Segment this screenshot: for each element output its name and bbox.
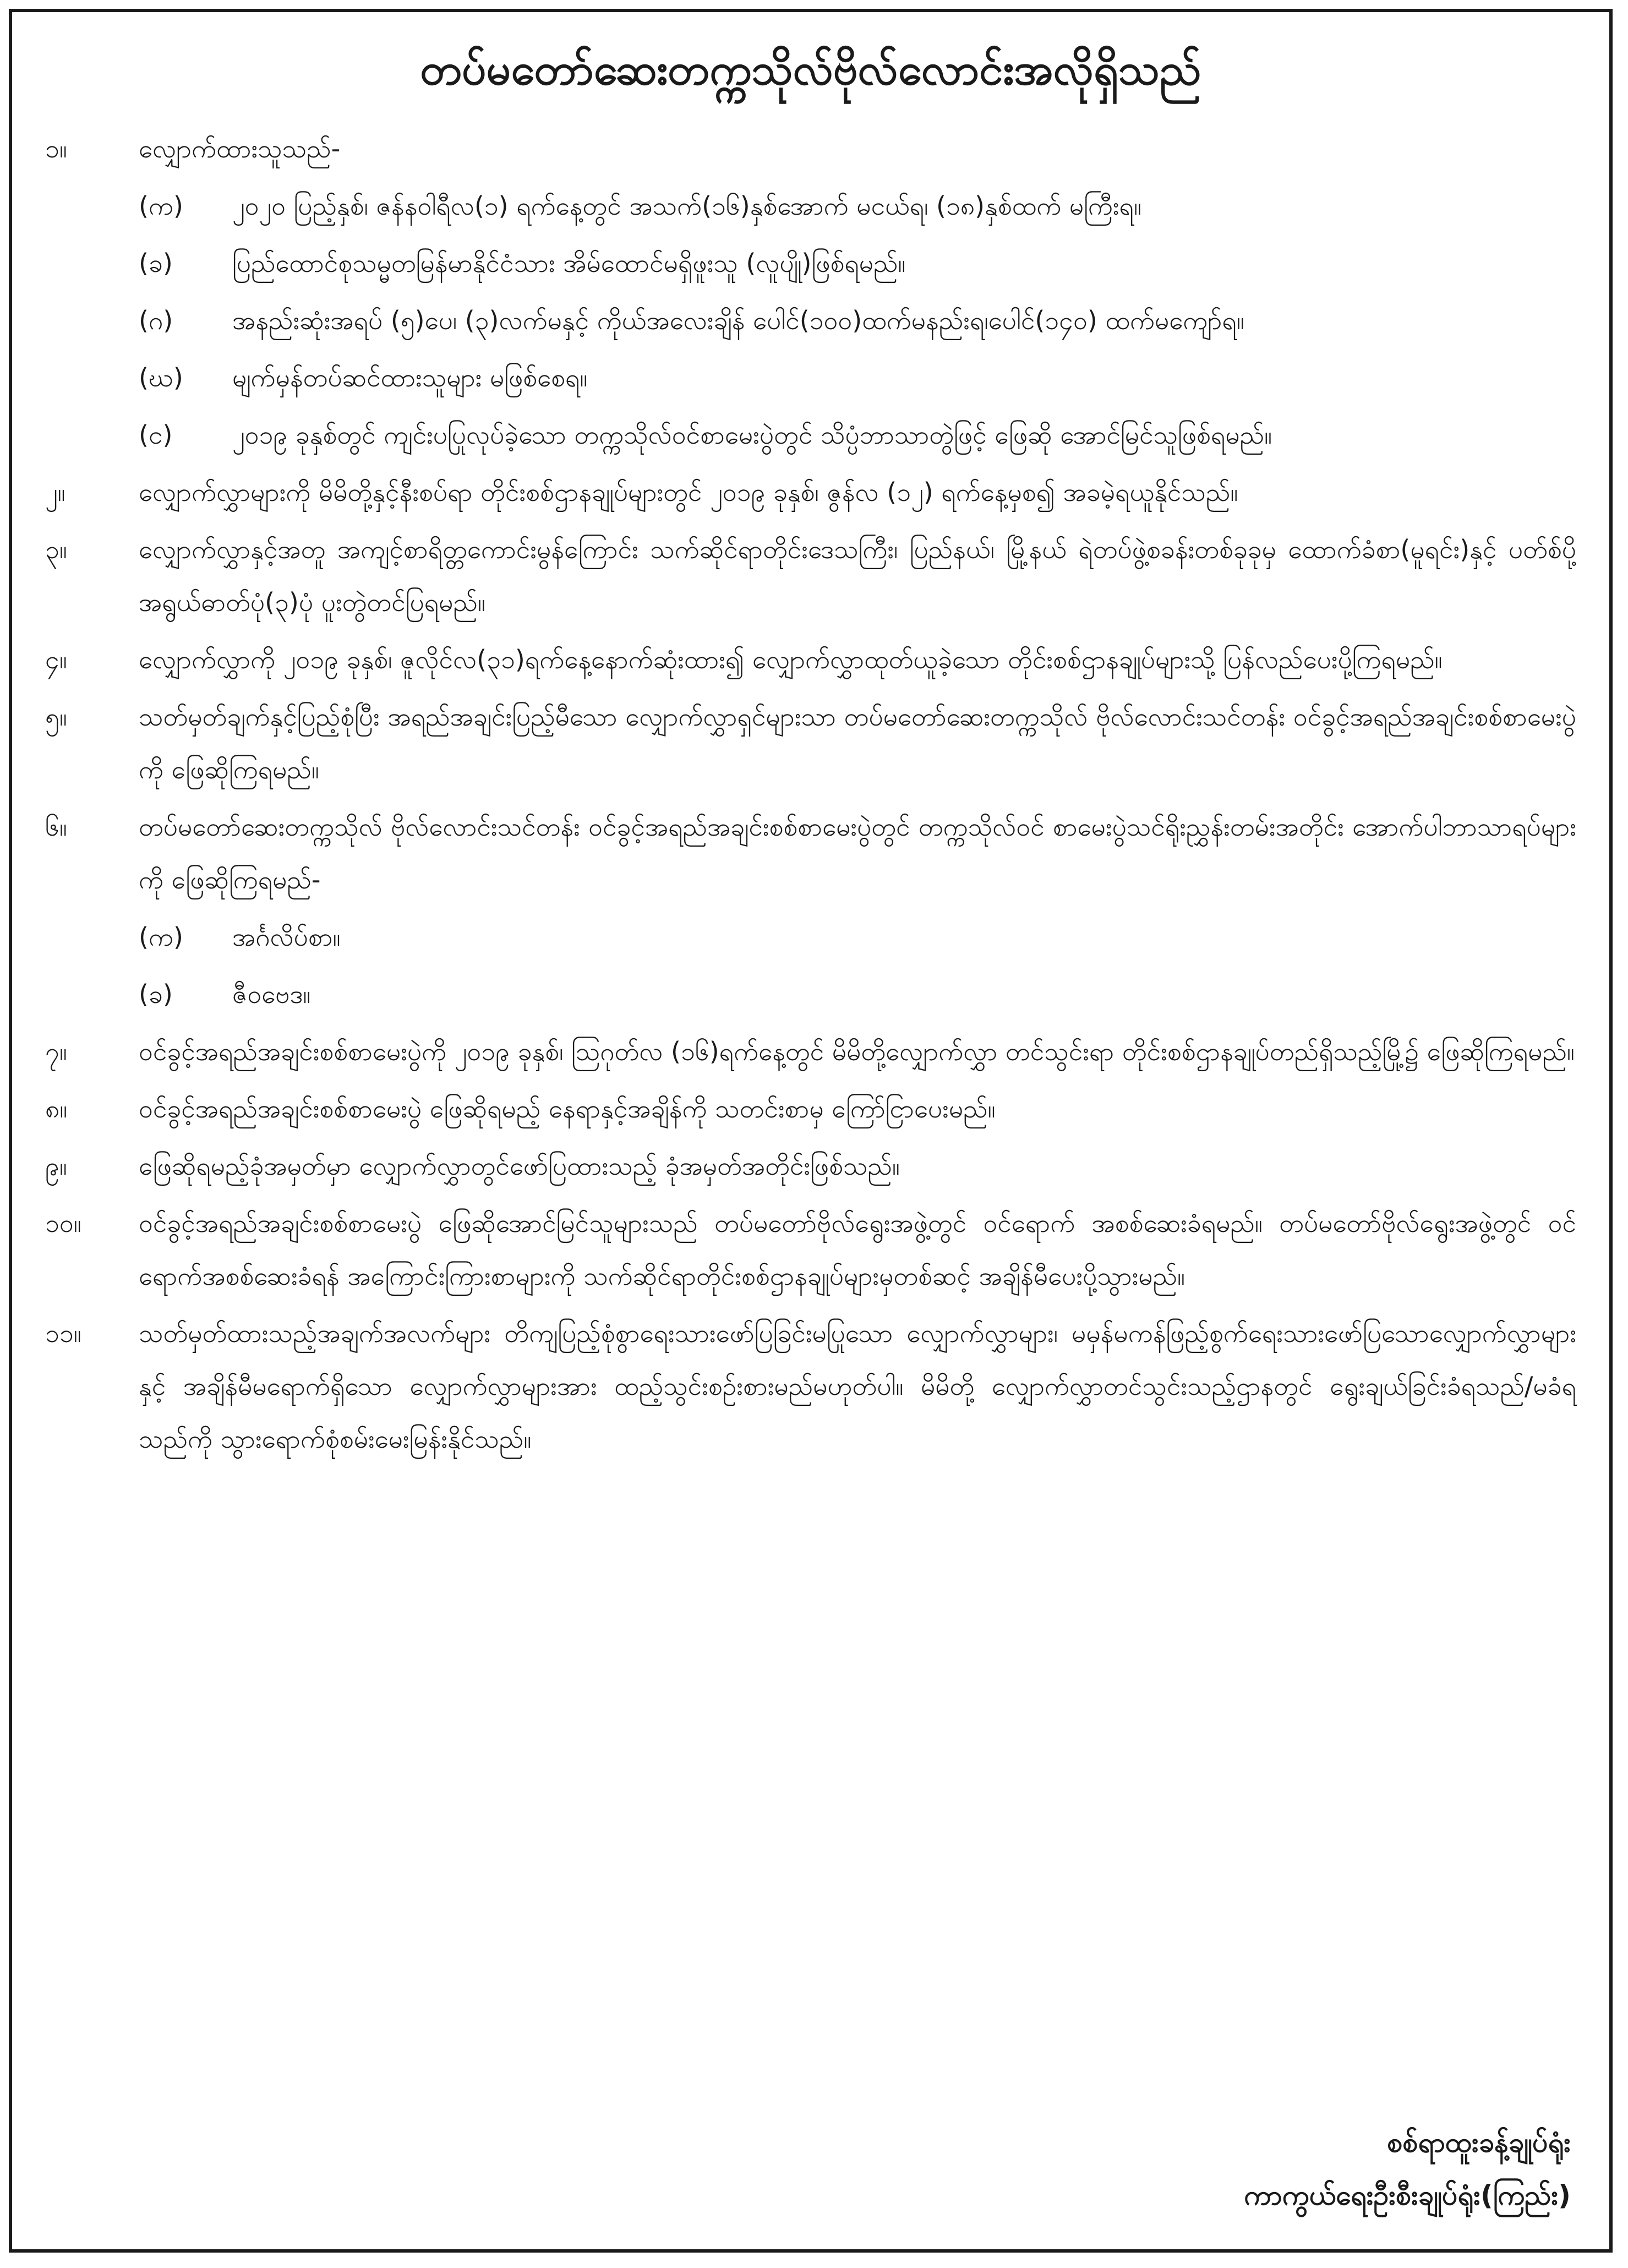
list-item bbox=[45, 466, 1576, 519]
item-number: ၁၀။ bbox=[45, 1208, 81, 1238]
item-number: (င) bbox=[139, 420, 173, 450]
list-item bbox=[45, 1197, 1576, 1302]
item-text: လျှောက်လွှာကို ၂၀၁၉ ခုနှစ်၊ ဇူလိုင်လ(၃၁)ရက်နေ့နောက်ဆုံးထား၍ လျှောက်လွှာထုတ်ယူခဲ့သော တိုင်းစစ်ဌာနချုပ်များသို့ ပြန်လည်ပေးပို့ကြရမည်။ bbox=[139, 645, 1443, 674]
list-item bbox=[45, 122, 1576, 175]
item-number: ၁၁။ bbox=[45, 1318, 81, 1348]
list-item bbox=[45, 294, 1576, 347]
item-text: ပြည်ထောင်စုသမ္မတမြန်မာနိုင်ငံသား အိမ်ထောင်မရှိဖူးသူ (လူပျို)ဖြစ်ရမည်။ bbox=[232, 248, 906, 278]
advertisement-frame bbox=[9, 9, 1613, 2253]
list-item bbox=[45, 179, 1576, 232]
item-text: သတ်မှတ်ထားသည့်အချက်အလက်များ တိကျပြည့်စုံစွာရေးသားဖော်ပြခြင်းမပြုသော လျှောက်လွှာများ၊ မမှန်မကန်ဖြည့်စွက်ရေးသားဖော်ပြသောလျှောက်လွှာများနှင့် အချိန်မီမရောက်ရှိသော လျှောက်လွှာများအား ထည့်သွင်းစဉ်းစားမည်မဟုတ်ပါ။ မိမိတို့ လျှောက်လွှာတင်သွင်းသည့်ဌာနတွင် ရွေးချယ်ခြင်းခံရသည်/မခံရ သည်ကို သွားရောက်စုံစမ်းမေးမြန်းနိုင်သည်။ bbox=[139, 1318, 1576, 1454]
item-text: ၂၀၂၀ ပြည့်နှစ်၊ ဇန်နဝါရီလ(၁) ရက်နေ့တွင် အသက်(၁၆)နှစ်အောက် မငယ်ရ၊ (၁၈)နှစ်ထက် မကြီးရ။ bbox=[232, 191, 1141, 221]
advertisement-content bbox=[45, 34, 1576, 2227]
signature-block bbox=[1244, 2116, 1571, 2222]
list-item bbox=[45, 351, 1576, 404]
item-text: ဖြေဆိုရမည့်ခုံအမှတ်မှာ လျှောက်လွှာတွင်ဖော်ပြထားသည့် ခုံအမှတ်အတိုင်းဖြစ်သည်။ bbox=[139, 1151, 900, 1181]
item-text: လျှောက်လွှာများကို မိမိတို့နှင့်နီးစပ်ရာ တိုင်းစစ်ဌာနချုပ်များတွင် ၂၀၁၉ ခုနှစ်၊ ဇွန်လ (၁၂) ရက်နေ့မှစ၍ အခမဲ့ရယူနိုင်သည်။ bbox=[139, 477, 1238, 507]
item-number: ၁။ bbox=[45, 134, 67, 163]
item-text: ဇီဝဗေဒ။ bbox=[232, 979, 311, 1009]
item-text: ဝင်ခွင့်အရည်အချင်းစစ်စာမေးပွဲကို ၂၀၁၉ ခုနှစ်၊ သြဂုတ်လ (၁၆)ရက်နေ့တွင် မိမိတို့လျှောက်လွှာ တင်သွင်းရာ တိုင်းစစ်ဌာနချုပ်တည်ရှိသည့်မြို့၌ ဖြေဆိုကြရမည်။ bbox=[139, 1037, 1575, 1066]
item-number: (က) bbox=[139, 922, 183, 952]
list-item bbox=[45, 237, 1576, 290]
item-text: ၂၀၁၉ ခုနှစ်တွင် ကျင်းပပြုလုပ်ခဲ့သော တက္ကသိုလ်ဝင်စာမေးပွဲတွင် သိပ္ပံဘာသာတွဲဖြင့် ဖြေဆို အောင်မြင်သူဖြစ်ရမည်။ bbox=[232, 420, 1272, 450]
item-text: လျှောက်လွှာနှင့်အတူ အကျင့်စာရိတ္တကောင်းမွန်ကြောင်း သက်ဆိုင်ရာတိုင်းဒေသကြီး၊ ပြည်နယ်၊ မြို့နယ် ရဲတပ်ဖွဲ့စခန်းတစ်ခုခုမှ ထောက်ခံစာ(မူရင်း)နှင့် ပတ်စ်ပို့အရွယ်ဓာတ်ပုံ(၃)ပုံ ပူးတွဲတင်ပြရမည်။ bbox=[139, 535, 1576, 617]
item-number: (ဂ) bbox=[139, 306, 173, 335]
list-item bbox=[45, 1082, 1576, 1135]
list-item bbox=[45, 1025, 1576, 1078]
item-number: ၉။ bbox=[45, 1151, 67, 1181]
item-text: အနည်းဆုံးအရပ် (၅)ပေ၊ (၃)လက်မနှင့် ကိုယ်အလေးချိန် ပေါင်(၁၀၀)ထက်မနည်းရ၊ပေါင်(၁၄၀) ထက်မကျော်ရ။ bbox=[232, 306, 1244, 335]
item-text: အင်္ဂလိပ်စာ။ bbox=[232, 922, 341, 952]
item-number: ၅။ bbox=[45, 702, 67, 732]
item-number: ၃။ bbox=[45, 535, 67, 564]
item-text: မျက်မှန်တပ်ဆင်ထားသူများ မဖြစ်စေရ။ bbox=[232, 363, 588, 392]
signature-line-2: ကာကွယ်ရေးဦးစီးချုပ်ရုံး(ကြည်း) bbox=[1244, 2179, 1571, 2211]
item-text: ဝင်ခွင့်အရည်အချင်းစစ်စာမေးပွဲ ဖြေဆိုအောင်မြင်သူများသည် တပ်မတော်ဗိုလ်ရွေးအဖွဲ့တွင် ဝင်ရောက် အစစ်ဆေးခံရမည်။ တပ်မတော်ဗိုလ်ရွေးအဖွဲ့တွင် ဝင်ရောက်အစစ်ဆေးခံရန် အကြောင်းကြားစာများကို သက်ဆိုင်ရာတိုင်းစစ်ဌာနချုပ်များမှတစ်ဆင့် အချိန်မီပေးပို့သွားမည်။ bbox=[139, 1208, 1576, 1291]
item-number: (ခ) bbox=[139, 979, 173, 1009]
item-number: ၆။ bbox=[45, 812, 67, 842]
item-number: (ဃ) bbox=[139, 363, 183, 392]
list-item bbox=[45, 633, 1576, 686]
list-item bbox=[45, 800, 1576, 906]
item-text: လျှောက်ထားသူသည်- bbox=[139, 134, 341, 163]
list-item bbox=[45, 1140, 1576, 1192]
list-item bbox=[45, 408, 1576, 461]
item-number: ၈။ bbox=[45, 1094, 68, 1124]
page-title: တပ်မတော်ဆေးတက္ကသိုလ်ဗိုလ်လောင်းအလိုရှိသည် bbox=[420, 45, 1201, 95]
item-number: ၄။ bbox=[45, 645, 67, 674]
item-number: ၇။ bbox=[45, 1037, 67, 1066]
list-item bbox=[45, 968, 1576, 1021]
list-item bbox=[45, 911, 1576, 963]
requirements-list bbox=[45, 122, 1576, 1465]
list-item bbox=[45, 690, 1576, 796]
list-item bbox=[45, 1307, 1576, 1465]
item-text: သတ်မှတ်ချက်နှင့်ပြည့်စုံပြီး အရည်အချင်းပြည့်မီသော လျှောက်လွှာရှင်များသာ တပ်မတော်ဆေးတက္ကသိုလ် ဗိုလ်လောင်းသင်တန်း ဝင်ခွင့်အရည်အချင်းစစ်စာမေးပွဲကို ဖြေဆိုကြရမည်။ bbox=[139, 702, 1576, 784]
item-number: ၂။ bbox=[45, 477, 65, 507]
signature-line-1: စစ်ရာထူးခန့်ချုပ်ရုံး bbox=[1387, 2127, 1571, 2158]
item-number: (က) bbox=[139, 191, 183, 221]
item-text: တပ်မတော်ဆေးတက္ကသိုလ် ဗိုလ်လောင်းသင်တန်း ဝင်ခွင့်အရည်အချင်းစစ်စာမေးပွဲတွင် တက္ကသိုလ်ဝင် စာမေးပွဲသင်ရိုးညွှန်းတမ်းအတိုင်း အောက်ပါဘာသာရပ်များကို ဖြေဆိုကြရမည်- bbox=[139, 812, 1576, 895]
item-number: (ခ) bbox=[139, 248, 173, 278]
list-item bbox=[45, 523, 1576, 629]
item-text: ဝင်ခွင့်အရည်အချင်းစစ်စာမေးပွဲ ဖြေဆိုရမည့် နေရာနှင့်အချိန်ကို သတင်းစာမှ ကြော်ငြာပေးမည်။ bbox=[139, 1094, 996, 1124]
